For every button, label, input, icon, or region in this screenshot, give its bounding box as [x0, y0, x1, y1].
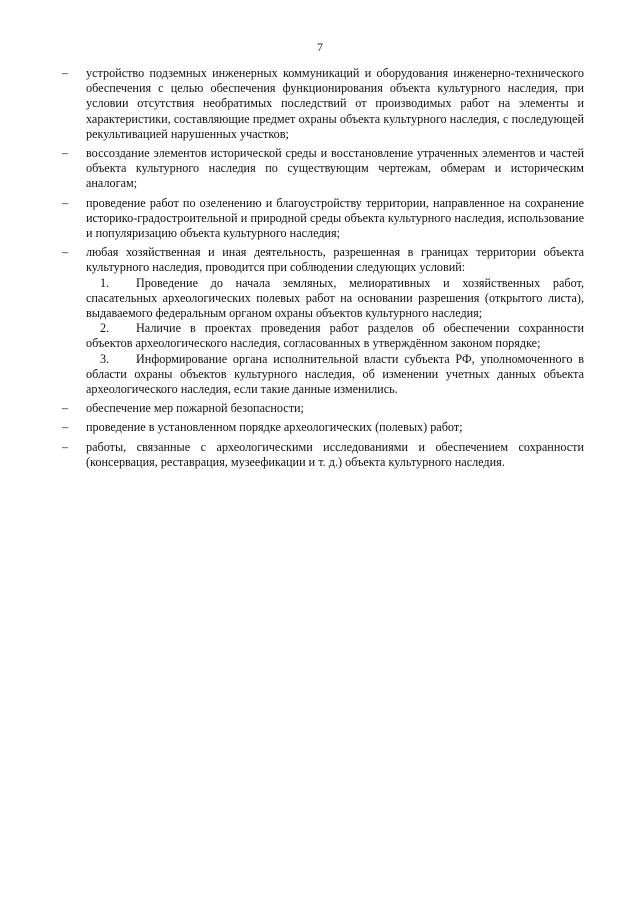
- subitem-text: Наличие в проектах проведения работ разделов об обеспечении сохранности объектов археологического наследия, согласованных в утверждённом законом порядке;: [86, 321, 584, 351]
- list-item-text: воссоздание элементов исторической среды и восстановление утраченных элементов и частей объекта культурного наследия по существующим чертежам, обмерам и историческим аналогам;: [86, 146, 584, 191]
- list-item-text: любая хозяйственная и иная деятельность, разрешенная в границах территории объекта культурного наследия, проводится при соблюдении следующих условий:: [86, 245, 584, 275]
- list-item: [62, 196, 584, 242]
- numbered-subitem: [86, 321, 584, 351]
- numbered-subitem: [86, 352, 584, 398]
- subitem-text: Информирование органа исполнительной власти субъекта РФ, уполномоченного в области охраны объектов культурного наследия, об изменении учетных данных объекта археологического наследия, если такие данные изменились.: [86, 351, 584, 397]
- subitem-number: 1.: [100, 275, 110, 290]
- subitem-number: 3.: [100, 351, 110, 366]
- list-item-text: обеспечение мер пожарной безопасности;: [86, 401, 304, 416]
- list-item: [62, 440, 584, 470]
- list-item: [62, 420, 584, 435]
- list-bullet: –: [62, 401, 69, 416]
- list-item: [62, 401, 584, 416]
- list-item-text: проведение в установленном порядке археологических (полевых) работ;: [86, 420, 463, 435]
- list-bullet: –: [62, 245, 69, 260]
- list-item-text: проведение работ по озеленению и благоустройству территории, направленное на сохранение историко-градостроительной и природной среды объекта культурного наследия, использование и популяризацию объекта культурного наследия;: [86, 195, 584, 241]
- list-bullet: –: [62, 146, 69, 161]
- list-bullet: –: [62, 66, 69, 80]
- subitem-text: Проведение до начала земляных, мелиоративных и хозяйственных работ, спасательных археологических полевых работ на основании разрешения (открытого листа), выдаваемого федеральным органом охраны объектов культурного наследия;: [86, 275, 584, 321]
- subitem-number: 2.: [100, 321, 110, 336]
- page-number: 7: [317, 40, 323, 54]
- list-item: [62, 245, 584, 397]
- list-item-text: устройство подземных инженерных коммуникаций и оборудования инженерно-технического обеспечения с целью обеспечения функционирования объекта культурного наследия, при условии отсутствия необратимых последствий от производимых работ на элементы и характеристики, составляющие предмет охраны объекта культурного наследия, с последующей рекультивацией нарушенных участков;: [86, 66, 584, 141]
- list-item: [62, 66, 584, 142]
- list-bullet: –: [62, 439, 69, 454]
- list-item-text: работы, связанные с археологическими исследованиями и обеспечением сохранности (консервация, реставрация, музеефикации и т. д.) объекта культурного наследия.: [86, 439, 584, 469]
- list-item: [62, 146, 584, 192]
- document-body: [62, 66, 584, 474]
- numbered-subitem: [86, 276, 584, 322]
- list-bullet: –: [62, 420, 69, 435]
- list-bullet: –: [62, 195, 69, 210]
